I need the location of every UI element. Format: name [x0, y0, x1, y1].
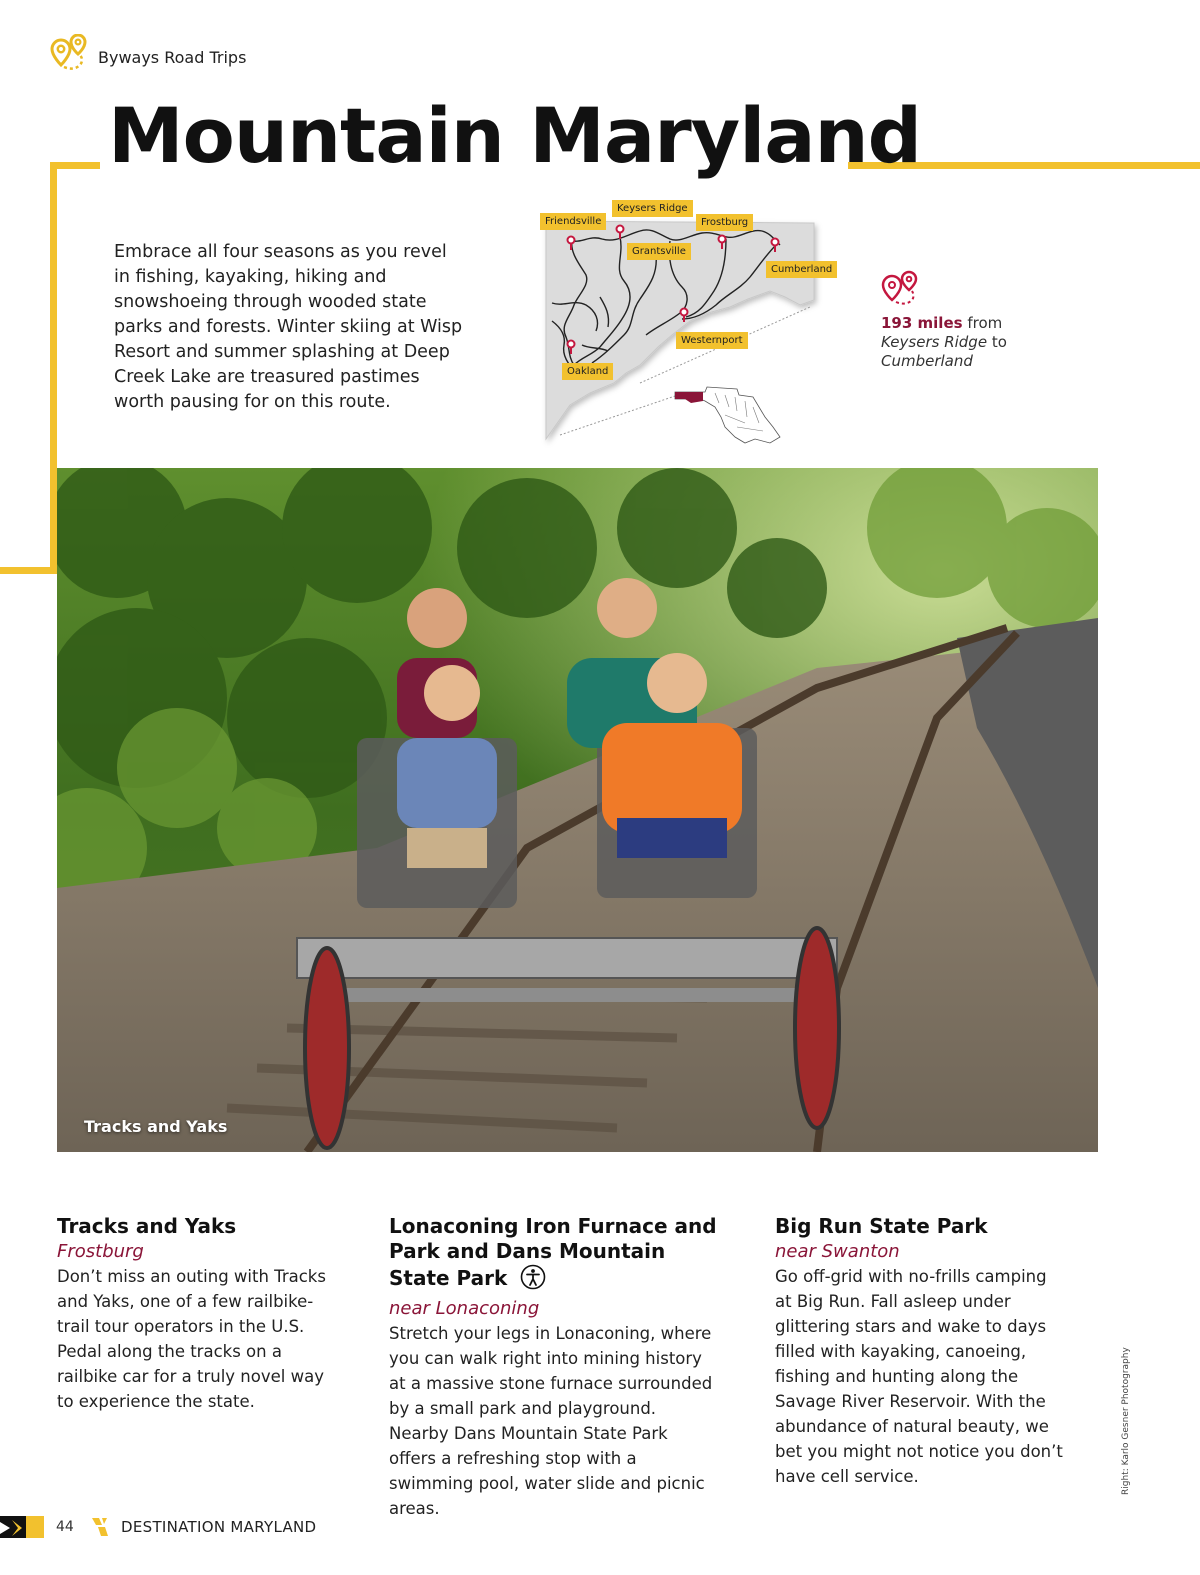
column-body: Go off-grid with no-frills camping at Big Run. Fall asleep under glittering stars and wake to days filled with kayaking, canoeing, fishing and hunting along the Savage River Reservoir. With the abundance of natural beauty, we bet you might not notice you don’t have cell service. [775, 1267, 1063, 1486]
map-label-friendsville: Friendsville [540, 213, 606, 230]
section-label: Byways Road Trips [98, 48, 247, 67]
photo-caption: Tracks and Yaks [84, 1117, 228, 1136]
column-title: Tracks and Yaks [57, 1214, 237, 1238]
route-origin: Keysers Ridge [881, 333, 988, 351]
route-distance [881, 314, 1101, 371]
map-label-keysers-ridge: Keysers Ridge [612, 200, 693, 217]
route-destination: Cumberland [881, 352, 973, 370]
column-tracks-and-yaks [57, 1214, 337, 1414]
intro-paragraph: Embrace all four seasons as you revel in fishing, kayaking, hiking and snowshoeing through wooded state parks and forests. Winter skiing at Wisp Resort and summer splashing at Deep Creek Lake are treasured pastimes worth pausing for on this route. [114, 242, 463, 412]
page-number: 44 [56, 1519, 74, 1535]
frame-left-line [50, 162, 57, 574]
route-from: from [967, 314, 1003, 332]
map-pins-icon [48, 34, 92, 74]
column-location: near Lonaconing [389, 1298, 540, 1319]
route-map [530, 195, 830, 455]
route-pins-icon [880, 270, 920, 308]
map-label-frostburg: Frostburg [696, 214, 753, 231]
map-label-oakland: Oakland [562, 363, 613, 380]
map-label-westernport: Westernport [676, 332, 748, 349]
route-to: to [991, 333, 1007, 351]
column-title: Big Run State Park [775, 1214, 988, 1238]
column-location: near Swanton [775, 1241, 900, 1262]
maryland-flag-icon [0, 1516, 44, 1538]
column-lonaconing [389, 1214, 719, 1521]
photo-credit: Right: Karlo Gesner Photography [1121, 1347, 1131, 1495]
column-big-run [775, 1214, 1065, 1489]
flag-mark-icon [90, 1516, 110, 1538]
frame-left-foot [0, 567, 57, 574]
column-body: Stretch your legs in Lonaconing, where you can walk right into mining history at a massive stone furnace surrounded by a small park and playground. Nearby Dans Mountain State Park offers a refreshing stop with a swimming pool, water slide and picnic areas. [389, 1324, 713, 1518]
column-title-text: Lonaconing Iron Furnace and Park and Dans Mountain State Park [389, 1214, 717, 1290]
railbike-photo [57, 468, 1098, 1152]
map-label-cumberland: Cumberland [766, 261, 837, 278]
route-miles: 193 miles [881, 314, 963, 332]
column-title [389, 1214, 719, 1296]
publication-name: DESTINATION MARYLAND [121, 1518, 317, 1536]
page-title: Mountain Maryland [108, 91, 922, 180]
accessibility-icon [520, 1264, 546, 1296]
column-body: Don’t miss an outing with Tracks and Yaks, one of a few railbike-trail tour operators in the U.S. Pedal along the tracks on a railbike car for a truly novel way to experience the state. [57, 1267, 326, 1411]
map-label-grantsville: Grantsville [627, 243, 691, 260]
column-location: Frostburg [57, 1241, 144, 1262]
